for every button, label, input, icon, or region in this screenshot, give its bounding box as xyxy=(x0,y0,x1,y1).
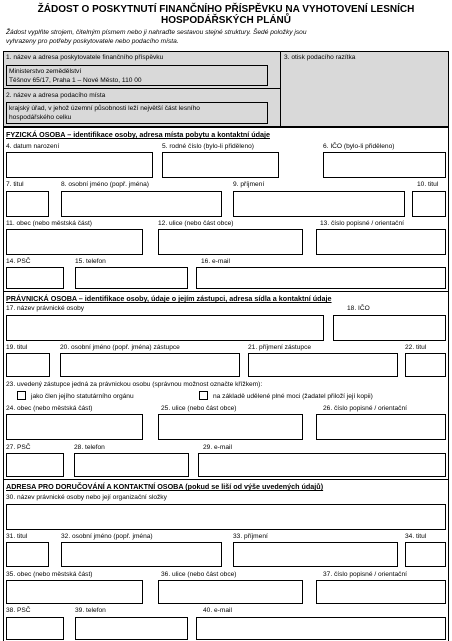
field-2-label: 2. název a adresa podacího místa xyxy=(6,92,106,99)
provider-address: Těšnov 65/17, Praha 1 – Nové Město, 110 00 xyxy=(9,77,142,84)
field-8-label: 8. osobní jméno (popř. jména) xyxy=(61,181,149,188)
field-21-label: 21. příjmení zástupce xyxy=(248,344,312,351)
section-natural-person: FYZICKÁ OSOBA – identifikace osoby, adresa místa pobytu a kontaktní údaje xyxy=(6,130,270,139)
form-title-line2: HOSPODÁŘSKÝCH PLÁNŮ xyxy=(160,15,291,26)
provider-name: Ministerstvo zemědělství xyxy=(9,68,82,75)
field-22-label: 22. titul xyxy=(405,344,427,351)
field-15-label: 15. telefon xyxy=(75,258,106,265)
field-26-label: 26. číslo popisné / orientační xyxy=(323,405,407,412)
field-14-label: 14. PSČ xyxy=(6,258,31,265)
intro-line1: Žádost vyplňte strojem, čitelným písmem nebo ji nahraďte sestavou stejné struktury. Šedé položky jsou xyxy=(6,29,307,36)
field-3-label: 3. otisk podacího razítka xyxy=(284,54,356,61)
field-30-label: 30. název právnické osoby nebo její organizační složky xyxy=(6,494,167,501)
field-39-label: 39. telefon xyxy=(75,607,106,614)
field-34-label: 34. titul xyxy=(405,533,427,540)
submission-place-line1: krajský úřad, v jehož územní působnosti leží největší část lesního xyxy=(9,105,200,112)
field-29-label: 29. e-mail xyxy=(203,444,232,451)
field-7-label: 7. titul xyxy=(6,181,24,188)
field-16-label: 16. e-mail xyxy=(201,258,230,265)
field-10-label: 10. titul xyxy=(417,181,439,188)
field-13-label: 13. číslo popisné / orientační xyxy=(320,220,404,227)
field-35-label: 35. obec (nebo městská část) xyxy=(6,571,93,578)
field-27-label: 27. PSČ xyxy=(6,444,31,451)
field-38-label: 38. PSČ xyxy=(6,607,31,614)
field-25-label: 25. ulice (nebo část obce) xyxy=(161,405,237,412)
field-4-label: 4. datum narození xyxy=(6,143,60,150)
field-9-label: 9. příjmení xyxy=(233,181,265,188)
submission-place-line2: hospodářského celku xyxy=(9,114,72,121)
field-20-label: 20. osobní jméno (popř. jména) zástupce xyxy=(60,344,180,351)
intro-line2: vyhrazeny pro potřeby poskytovatele nebo podacího místa. xyxy=(6,38,179,45)
field-11-label: 11. obec (nebo městská část) xyxy=(6,220,93,227)
field-6-label: 6. IČO (bylo-li přiděleno) xyxy=(323,143,395,150)
field-1-label: 1. název a adresa poskytovatele finančního příspěvku xyxy=(6,54,164,61)
field-24-label: 24. obec (nebo městská část) xyxy=(6,405,93,412)
field-12-label: 12. ulice (nebo část obce) xyxy=(158,220,234,227)
form-frame xyxy=(3,51,449,641)
field-37-label: 37. číslo popisné / orientační xyxy=(323,571,407,578)
section-legal-person: PRÁVNICKÁ OSOBA – identifikace osoby, údaje o jejím zástupci, adresa sídla a kontaktní údaje xyxy=(6,294,332,303)
section-delivery-address: ADRESA PRO DORUČOVÁNÍ A KONTAKTNÍ OSOBA (pokud se liší od výše uvedených údajů) xyxy=(6,482,324,491)
field-28-label: 28. telefon xyxy=(74,444,105,451)
field-36-label: 36. ulice (nebo část obce) xyxy=(161,571,237,578)
form-title-line1: ŽÁDOST O POSKYTNUTÍ FINANČNÍHO PŘÍSPĚVKU NA VYHOTOVENÍ LESNÍCH xyxy=(37,4,415,15)
field-31-label: 31. titul xyxy=(6,533,28,540)
field-18-label: 18. IČO xyxy=(347,305,370,312)
field-5-label: 5. rodné číslo (bylo-li přiděleno) xyxy=(162,143,254,150)
field-40-label: 40. e-mail xyxy=(203,607,232,614)
field-19-label: 19. titul xyxy=(6,344,28,351)
field-23-label: 23. uvedený zástupce jedná za právnickou osobu (správnou možnost označte křížkem): xyxy=(6,381,263,388)
field-17-label: 17. název právnické osoby xyxy=(6,305,85,312)
statutory-body-label: jako člen jejího statutárního orgánu xyxy=(31,393,134,400)
field-33-label: 33. příjmení xyxy=(233,533,268,540)
power-of-attorney-label: na základě udělené plné moci (žadatel přiloží její kopii) xyxy=(213,393,373,400)
field-32-label: 32. osobní jméno (popř. jména) xyxy=(61,533,153,540)
